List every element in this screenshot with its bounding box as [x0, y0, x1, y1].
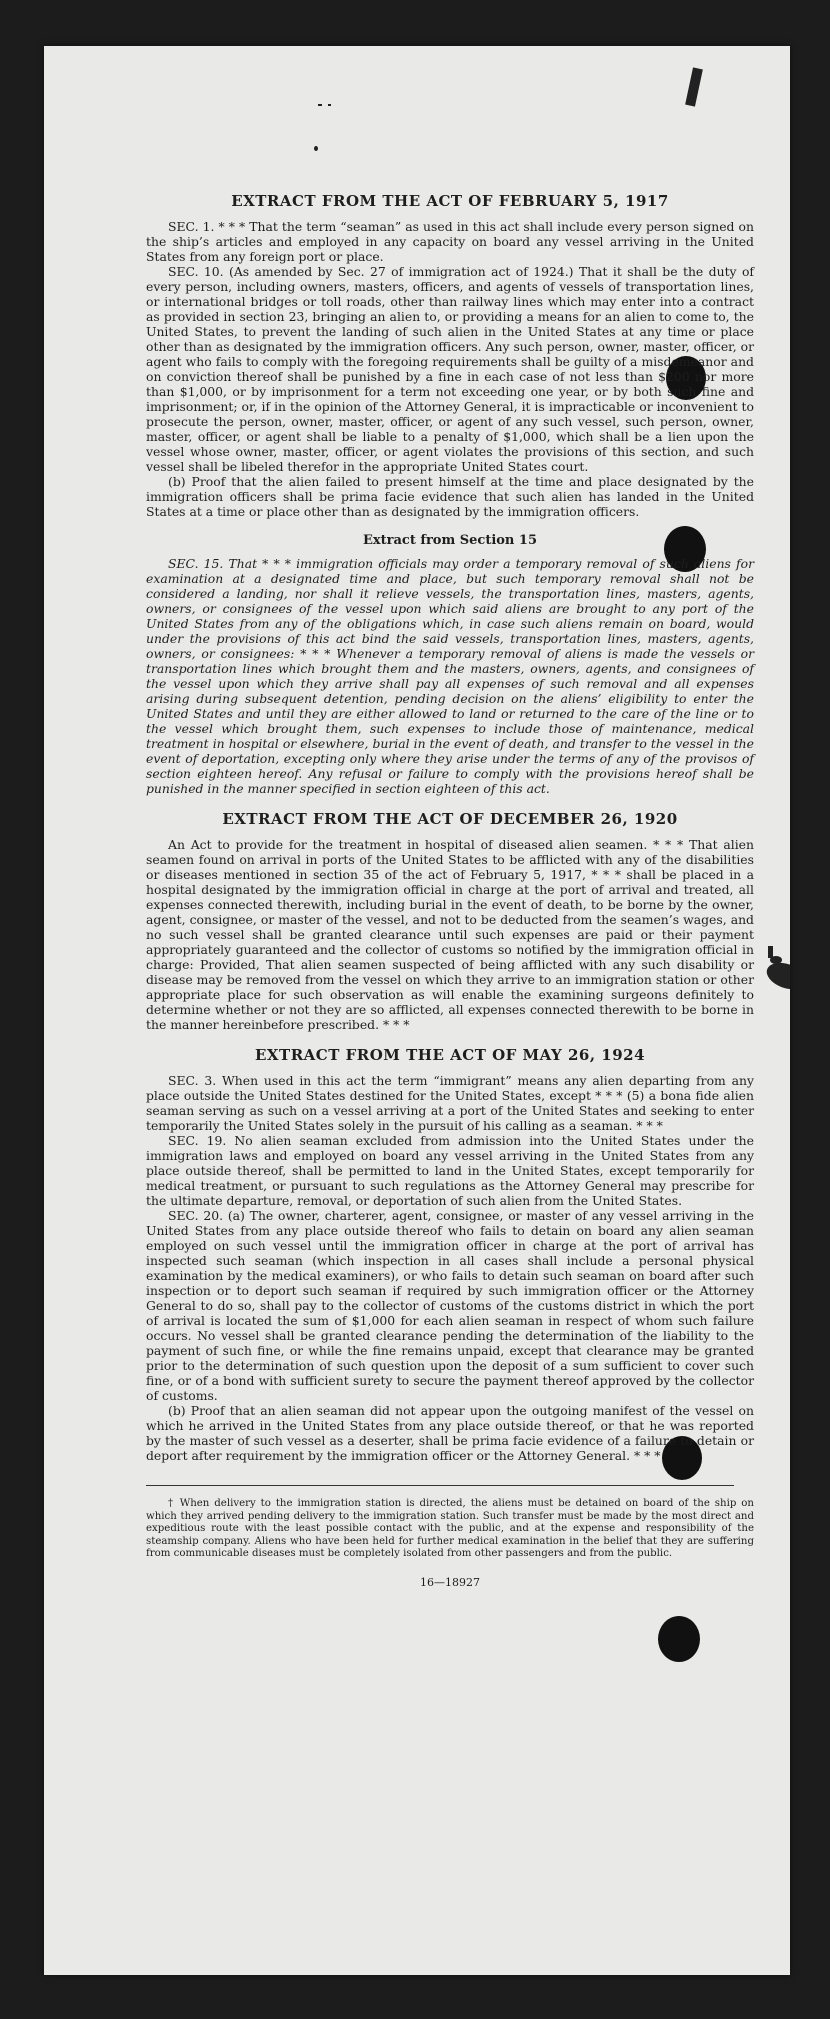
- heading-act-feb-1917: EXTRACT FROM THE ACT OF FEBRUARY 5, 1917: [231, 192, 669, 210]
- footnote: † When delivery to the immigration station is directed, the aliens must be detained on board of the ship on which they arrived pending delivery to the immigration station. Such transfer must be made by the most direct and expeditious route with the least possible contact with the public, and at the expense and responsibility of the steamship company. Aliens who have been held for further medical examination in the belief that they are suffering from communicable diseases must be completely isolated from other passengers and from the public.: [146, 1498, 754, 1559]
- scan-speck: [328, 104, 331, 106]
- paragraph-sec-19: SEC. 19. No alien seaman excluded from admission into the United States under the immigration laws and employed on board any vessel arriving in the United States from any place outside thereof, shall be permitted to land in the United States, except temporarily for medical treatment, or pursuant to such regulations as the Attorney General may prescribe for the ultimate departure, removal, or deportation of such alien from the United States.: [146, 1133, 754, 1208]
- paragraph-sec-15: SEC. 15. That * * * immigration officials may order a temporary removal of such aliens for examination at a designated time and place, but such temporary removal shall not be considered a landing, nor shall it relieve vessels, the transportation lines, masters, agents, owners, or consignees of the vessel upon which said aliens are brought to any port of the United States from any of the obligations which, in case such aliens remain on board, would under the provisions of this act bind the said vessels, transportation lines, masters, agents, owners, or consignees: * * * Whenever a temporary removal of aliens is made the vessels or transportation lines which brought them and the masters, owners, agents, and consignees of the vessel upon which they arrive shall pay all expenses of such removal and all expenses arising during subsequent detention, pending decision on the aliens’ eligibility to enter the United States and until they are either allowed to land or returned to the care of the line or to the vessel which brought them, such expenses to include those of maintenance, medical treatment in hospital or elsewhere, burial in the event of death, and transfer to the vessel in the event of deportation, excepting only where they arise under the terms of any of the provisos of section eighteen hereof. Any refusal or failure to comply with the provisions hereof shall be punished in the manner specified in section eighteen of this act.: [146, 556, 754, 796]
- paragraph-sec-10-b: (b) Proof that the alien failed to present himself at the time and place designated by the immigration officers shall be prima facie evidence that such alien has landed in the United States at a time or place other than as designated by the immigration officers.: [146, 474, 754, 519]
- heading-act-dec-1920: EXTRACT FROM THE ACT OF DECEMBER 26, 1920: [222, 810, 678, 828]
- footnote-divider: [146, 1485, 734, 1486]
- heading-act-may-1924: EXTRACT FROM THE ACT OF MAY 26, 1924: [254, 1046, 646, 1064]
- punch-hole-mark: [658, 1616, 700, 1662]
- paragraph-sec-20-a: SEC. 20. (a) The owner, charterer, agent, consignee, or master of any vessel arriving in the United States from any place outside thereof who fails to detain on board any alien seaman employed on such vessel until the immigration officer in charge at the port of arrival has inspected such seaman (which inspection in all cases shall include a personal physical examination by the medical examiners), or who fails to detain such seaman on board after such inspection or to deport such seaman if required by such immigration officer or the Attorney General to do so, shall pay to the collector of customs of the customs district in which the port of arrival is located the sum of $1,000 for each alien seaman in respect of whom such failure occurs. No vessel shall be granted clearance pending the determination of the liability to the payment of such fine, or while the fine remains unpaid, except that clearance may be granted prior to the determination of such question upon the deposit of a sum sufficient to cover such fine, or of a bond with sufficient surety to secure the payment thereof approved by the collector of customs.: [146, 1208, 754, 1403]
- document-body: [146, 186, 754, 1590]
- paragraph-act-1920: An Act to provide for the treatment in hospital of diseased alien seamen. * * * That alien seamen found on arrival in ports of the United States to be afflicted with any of the disabilities or diseases mentioned in section 35 of the act of February 5, 1917, * * * shall be placed in a hospital designated by the immigration official in charge at the port of arrival and treated, all expenses connected therewith, including burial in the event of death, to be borne by the owner, agent, consignee, or master of the vessel, and not to be deducted from the seamen’s wages, and no such vessel shall be granted clearance until such expenses are paid or their payment appropriately guaranteed and the collector of customs so notified by the immigration official in charge: Provided, That alien seamen suspected of being afflicted with any such disability or disease may be removed from the vessel on which they arrive to an immigration station or other appropriate place for such observation as will enable the examining surgeons definitely to determine whether or not they are so afflicted, all expenses connected therewith to be borne in the manner hereinbefore prescribed. * * *: [146, 837, 754, 1032]
- page-code: 16—18927: [420, 1575, 480, 1589]
- scan-speck: [314, 146, 318, 151]
- paragraph-sec-20-b: (b) Proof that an alien seaman did not appear upon the outgoing manifest of the vessel on which he arrived in the United States from any place outside thereof, or that he was reported by the master of such vessel as a deserter, shall be prima facie evidence of a failure to detain or deport after requirement by the immigration officer or the Attorney General. * * *: [146, 1403, 754, 1463]
- heading-section-15: Extract from Section 15: [362, 533, 538, 548]
- paragraph-sec-10: SEC. 10. (As amended by Sec. 27 of immigration act of 1924.) That it shall be the duty of every person, including owners, masters, officers, and agents of vessels of transportation lines, or international bridges or toll roads, other than railway lines which may enter into a contract as provided in section 23, bringing an alien to, or providing a means for an alien to come to, the United States, to prevent the landing of such alien in the United States at any time or place other than as designated by the immigration officers. Any such person, owner, master, officer, or agent who fails to comply with the foregoing requirements shall be guilty of a misdemeanor and on conviction thereof shall be punished by a fine in each case of not less than $200 nor more than $1,000, or by imprisonment for a term not exceeding one year, or by both such fine and imprisonment; or, if in the opinion of the Attorney General, it is impracticable or inconvenient to prosecute the person, owner, master, officer, or agent of any such vessel, such person, owner, master, officer, or agent shall be liable to a penalty of $1,000, which shall be a lien upon the vessel whose owner, master, officer, or agent violates the provisions of this section, and such vessel shall be libeled therefor in the appropriate United States court.: [146, 264, 754, 474]
- scan-speck: [763, 958, 790, 994]
- paragraph-sec-1: SEC. 1. * * * That the term “seaman” as used in this act shall include every person signed on the ship’s articles and employed in any capacity on board any vessel arriving in the United States from any foreign port or place.: [146, 219, 754, 264]
- scan-speck: [318, 104, 322, 106]
- scan-speck: [685, 67, 703, 106]
- document-page: [44, 46, 790, 1975]
- paragraph-sec-3: SEC. 3. When used in this act the term “immigrant” means any alien departing from any place outside the United States destined for the United States, except * * * (5) a bona fide alien seaman serving as such on a vessel arriving at a port of the United States and seeking to enter temporarily the United States solely in the pursuit of his calling as a seaman. * * *: [146, 1073, 754, 1133]
